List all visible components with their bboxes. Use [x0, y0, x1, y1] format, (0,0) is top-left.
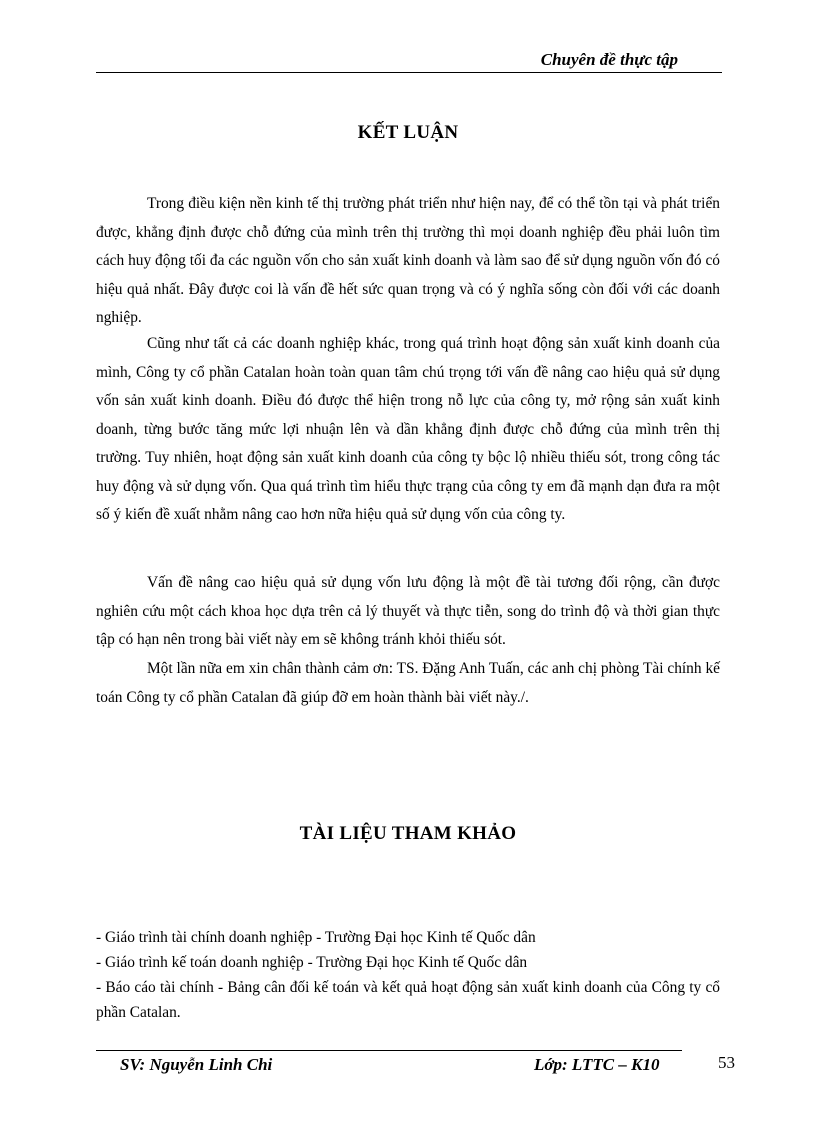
conclusion-paragraph-1: Trong điều kiện nền kinh tế thị trường phát triển như hiện nay, để có thể tồn tại và phát triển được, khẳng định được chỗ đứng của mình trên thị trường thì mọi doanh nghiệp đều phải luôn tìm cách huy động tối đa các nguồn vốn cho sản xuất kinh doanh và làm sao để sử dụng nguồn vốn đó có hiệu quả nhất. Đây được coi là vấn đề hết sức quan trọng và có ý nghĩa sống còn đối với các doanh nghiệp.	[96, 195, 720, 326]
reference-item-1: - Giáo trình tài chính doanh nghiệp - Trường Đại học Kinh tế Quốc dân	[96, 929, 536, 946]
conclusion-paragraph-3: Vấn đề nâng cao hiệu quả sử dụng vốn lưu động là một đề tài tương đối rộng, cần được nghiên cứu một cách khoa học dựa trên cả lý thuyết và thực tiễn, song do trình độ và thời gian thực tập có hạn nên trong bài viết này em sẽ không tránh khỏi thiếu sót.	[96, 574, 720, 648]
footer-student-name: SV: Nguyễn Linh Chi	[120, 1055, 273, 1074]
footer-class: Lớp: LTTC – K10	[534, 1055, 660, 1074]
reference-item-3: - Báo cáo tài chính - Bảng cân đối kế toán và kết quả hoạt động sản xuất kinh doanh của Công ty cổ phần Catalan.	[96, 979, 720, 1021]
header-rule	[96, 72, 722, 73]
conclusion-paragraph-4: Một lần nữa em xin chân thành cảm ơn: TS. Đặng Anh Tuấn, các anh chị phòng Tài chính kế toán Công ty cổ phần Catalan đã giúp đỡ em hoàn thành bài viết này./.	[96, 660, 720, 706]
references-heading: TÀI LIỆU THAM KHẢO	[299, 823, 517, 844]
page-number: 53	[718, 1053, 735, 1072]
conclusion-heading: KẾT LUẬN	[357, 122, 459, 143]
reference-item-2: - Giáo trình kế toán doanh nghiệp - Trường Đại học Kinh tế Quốc dân	[96, 954, 528, 971]
conclusion-paragraph-2: Cũng như tất cả các doanh nghiệp khác, trong quá trình hoạt động sản xuất kinh doanh của mình, Công ty cổ phần Catalan hoàn toàn quan tâm chú trọng tới vấn đề nâng cao hiệu quả sử dụng vốn sản xuất kinh doanh. Điều đó được thể hiện trong nỗ lực của công ty, mở rộng sản xuất kinh doanh, từng bước tăng mức lợi nhuận lên và dần khẳng định được chỗ đứng của mình trên thị trường. Tuy nhiên, hoạt động sản xuất kinh doanh của công ty bộc lộ nhiều thiếu sót, trong công tác huy động và sử dụng vốn. Qua quá trình tìm hiểu thực trạng của công ty em đã mạnh dạn đưa ra một số ý kiến đề xuất nhằm nâng cao hơn nữa hiệu quả sử dụng vốn của công ty.	[96, 335, 720, 523]
header-title: Chuyên đề thực tập	[540, 50, 678, 69]
footer-rule	[96, 1050, 682, 1051]
